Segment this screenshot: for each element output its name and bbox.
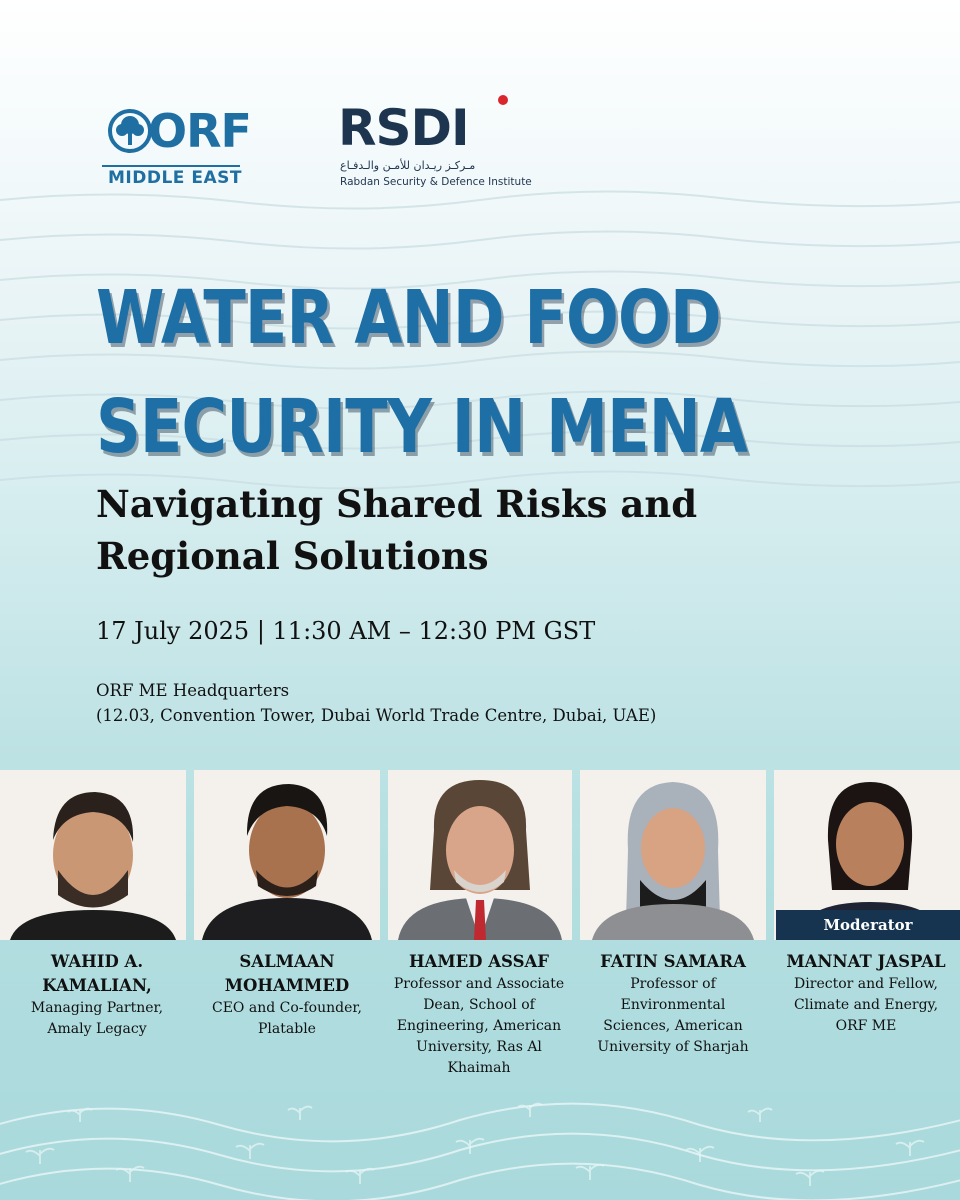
venue-line-2: (12.03, Convention Tower, Dubai World Trade Centre, Dubai, UAE) — [96, 706, 657, 725]
speaker-photo — [580, 770, 766, 940]
sprout-pattern — [0, 1090, 960, 1200]
event-title-line-1: WATER AND FOOD — [96, 275, 721, 361]
event-venue — [96, 678, 656, 728]
speaker-name: MANNAT JASPAL — [786, 952, 946, 971]
speaker-photo — [194, 770, 380, 940]
rsdi-red-dot — [498, 95, 508, 105]
speaker-name: FATIN SAMARA — [600, 952, 746, 971]
speaker-card — [8, 950, 186, 1040]
moderator-badge: Moderator — [776, 910, 960, 940]
speaker-role: Professor of Environmental Sciences, American University of Sharjah — [597, 976, 749, 1055]
speaker-card — [578, 950, 768, 1058]
speaker-card — [772, 950, 960, 1037]
speaker-name: WAHID A. KAMALIAN, — [42, 952, 152, 995]
speaker-name: HAMED ASSAF — [408, 952, 550, 971]
speaker-card — [196, 950, 378, 1040]
orf-subtitle: MIDDLE EAST — [108, 168, 242, 188]
speaker-photo — [388, 770, 572, 940]
speaker-role: CEO and Co-founder, Platable — [211, 1000, 362, 1037]
event-subtitle: Navigating Shared Risks and Regional Solutions — [96, 482, 698, 578]
rsdi-wordmark: RSDI — [338, 99, 469, 157]
speaker-role: Managing Partner, Amaly Legacy — [30, 1000, 164, 1037]
event-title-line-2: SECURITY IN MENA — [96, 384, 748, 470]
speaker-photo — [0, 770, 186, 940]
rsdi-logo — [338, 95, 538, 195]
orf-divider — [102, 165, 240, 167]
rsdi-english-name: Rabdan Security & Defence Institute — [340, 176, 532, 188]
speaker-card — [384, 950, 574, 1079]
orf-middle-east-logo — [100, 104, 251, 190]
speaker-role: Professor and Associate Dean, School of Engineering, American University, Ras Al Khaimah — [393, 976, 565, 1076]
tree-icon — [108, 109, 152, 153]
venue-line-1: ORF ME Headquarters — [96, 681, 290, 700]
speaker-role: Director and Fellow, Climate and Energy, ORF ME — [793, 976, 939, 1034]
event-datetime: 17 July 2025 | 11:30 AM – 12:30 PM GST — [96, 617, 596, 645]
speaker-name: SALMAAN MOHAMMED — [224, 952, 350, 995]
orf-wordmark: ORF — [148, 104, 251, 158]
rsdi-arabic-name: مـركـز ريـدان للأمـن والـدفـاع — [340, 159, 476, 172]
